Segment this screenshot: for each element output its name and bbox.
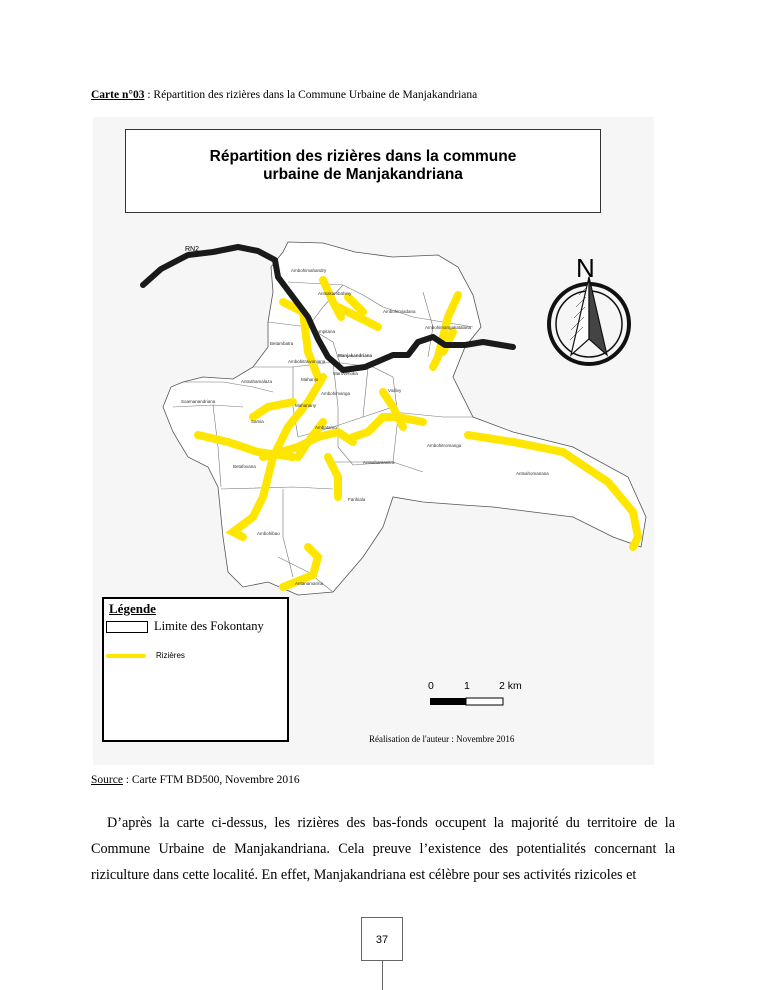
fokontany-label: Antsahamanitra — [363, 460, 395, 465]
page-number-line — [382, 961, 383, 990]
fokontany-label: Antsakambahiny — [318, 291, 352, 296]
paragraph-text: D’après la carte ci-dessus, les rizières des bas-fonds occupent la majorité du territoire de la Commune Urbaine de Manjakandriana. Cela preuve l’existence des potentialités concernant la riziculture dans cette localité. En effet, Manjakandriana est célèbre pour ses activités rizicoles et — [91, 815, 675, 883]
fokontany-label: Betafovana — [233, 464, 256, 469]
source-label: Source — [91, 774, 123, 786]
rice-swatch — [106, 654, 146, 658]
page-number: 37 — [361, 917, 403, 961]
fokontany-label: Antsahamalaza — [241, 379, 273, 384]
legend-title: Légende — [109, 601, 156, 616]
fokontany-label: Antanamarina — [295, 581, 324, 586]
map-title-line1: Répartition des rizières dans la commune — [209, 148, 517, 165]
fokontany-label: Soamanandriana — [181, 399, 216, 404]
fokontany-label: Mahanjo — [301, 377, 319, 382]
fokontany-label: Betambatra — [270, 341, 294, 346]
scale-0: 0 — [428, 680, 434, 692]
fokontany-label: Ambohimangakatalana — [425, 325, 472, 330]
fokontany-label: Ampitana — [316, 329, 336, 334]
fokontany-label: Antsahomanana — [516, 471, 549, 476]
fokontany-label: Samia — [251, 419, 264, 424]
scale-1: 1 — [464, 680, 470, 692]
scale-bar — [430, 698, 503, 705]
fokontany-label: Mahanany — [295, 403, 317, 408]
fokontany-label: Vodivy — [388, 388, 402, 393]
rice-field-map — [93, 117, 654, 765]
legend-rice — [106, 651, 185, 660]
scale-2: 2 km — [499, 680, 522, 692]
road-label: RN2 — [185, 246, 200, 253]
legend-boundary — [106, 619, 264, 634]
north-arrow-icon — [549, 253, 629, 364]
figure-caption — [91, 89, 477, 101]
fokontany-label: Marovenoka — [333, 371, 358, 376]
map-source — [91, 774, 300, 786]
fokontany-label: Ambohimanga — [321, 391, 351, 396]
source-text: : Carte FTM BD500, Novembre 2016 — [122, 774, 300, 786]
map-title — [125, 129, 601, 213]
caption-text: : Répartition des rizières dans la Commune Urbaine de Manjakandriana — [144, 89, 478, 101]
legend-rice-label: Rizières — [156, 651, 185, 660]
map-credit: Réalisation de l'auteur : Novembre 2016 — [369, 734, 515, 744]
legend-boundary-label: Limite des Fokontany — [154, 619, 264, 633]
map-legend — [102, 597, 289, 742]
fokontany-label: Ambohimiadana — [383, 309, 416, 314]
body-paragraph — [91, 810, 675, 888]
fokontany-label: Ambohitromanga — [427, 443, 462, 448]
fokontany-label: Ambatamo — [315, 425, 337, 430]
fokontany-label: Ambohibao — [257, 531, 280, 536]
boundary-swatch — [106, 621, 148, 633]
caption-label: Carte n°03 — [91, 89, 145, 101]
fokontany-label: Farihiala — [348, 497, 366, 502]
map-title-line2: urbaine de Manjakandriana — [263, 166, 463, 183]
fokontany-label: Manjakandriana — [338, 353, 373, 358]
fokontany-label: Ambohimahandry — [291, 268, 327, 273]
north-label: N — [576, 253, 595, 283]
fokontany-label: Ambohitraivoniana — [288, 359, 326, 364]
